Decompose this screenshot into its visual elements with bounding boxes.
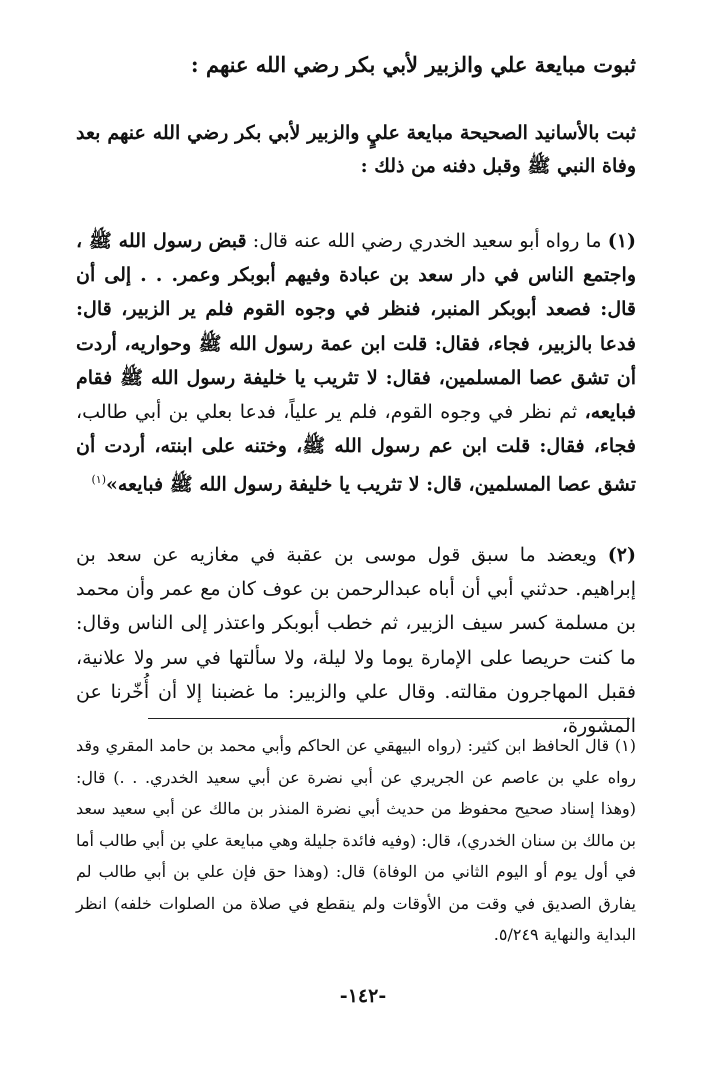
footnote-reference[interactable]: (١) [91,473,106,487]
narration-1-quote-part-2: فجاء، فقال: قلت ابن عم رسول الله ﷺ، وختنه على ابنته، أردت أن تشق عصا المسلمين، قال: لا تثريب يا خليفة رسول الله ﷺ فبايعه» [76,435,636,496]
narration-1-lead: ما رواه أبو سعيد الخدري رضي الله عنه قال: [252,230,602,252]
narration-1-plain-part: ثم نظر في وجوه القوم، فلم ير علياً، فدعا بعلي بن أبي طالب، [76,401,578,424]
narration-2-text: ويعضد ما سبق قول موسى بن عقبة في مغازيه عن سعد بن إبراهيم. حدثني أبي أن أباه عبدالرحمن بن عوف كان مع عمر وأن محمد بن مسلمة كسر سيف الزبير، ثم خطب أبوبكر واعتذر إلى الناس وقال: ما كنت حريصا على الإمارة يوما ولا ليلة، ولا سألتها في سر ولا علانية، فقبل المهاجرون مقالته. وقال علي والزبير: ما غضبنا إلا أن أُخّرنا عن المشورة، [76,544,636,738]
narration-paragraph-1 [76,224,636,502]
item-number-2: (٢) [607,544,636,566]
narration-1-quote-part-1: قبض رسول الله ﷺ ، واجتمع الناس في دار سعد بن عبادة وفيهم أبوبكر وعمر. . . إلى أن قال: فصعد أبوبكر المنبر، فنظر في وجوه القوم فلم ير الزبير، قال: فدعا بالزبير، فجاء، فقال: قلت ابن عمة رسول الله ﷺ وحواريه، أردت أن تشق عصا المسلمين، فقال: لا تثريب يا خليفة رسول الله ﷺ فقام فبايعه، [76,230,637,424]
narration-paragraph-2 [76,538,636,743]
item-number-1: (١) [607,230,637,252]
footnote-divider [148,718,630,719]
intro-paragraph: ثبت بالأسانيد الصحيحة مبايعة عليٍ والزبير لأبي بكر رضي الله عنهم بعد وفاة النبي ﷺ وقبل دفنه من ذلك : [76,122,636,177]
page-number: -١٤٢- [339,985,387,1007]
section-heading: ثبوت مبايعة علي والزبير لأبي بكر رضي الله عنهم : [190,52,636,77]
footnote: (١) قال الحافظ ابن كثير: (رواه البيهقي عن الحاكم وأبي محمد بن حامد المقري وقد رواه علي بن عاصم عن الجريري عن أبي نضرة عن أبي سعيد الخدري. . .) قال: (وهذا إسناد صحيح محفوظ من حديث أبي نضرة المنذر بن مالك عن أبي سعيد سعد بن مالك بن سنان الخدري)، قال: (وفيه فائدة جليلة وهي مبايعة علي بن أبي طالب أما في أول يوم أو اليوم الثاني من الوفاة) قال: (وهذا حق فإن علي بن أبي طالب لم يفارق الصديق في وقت من الأوقات ولم ينقطع في صلاة من الصلوات خلفه) انظر البداية والنهاية ٥/٢٤٩. [76,736,636,944]
